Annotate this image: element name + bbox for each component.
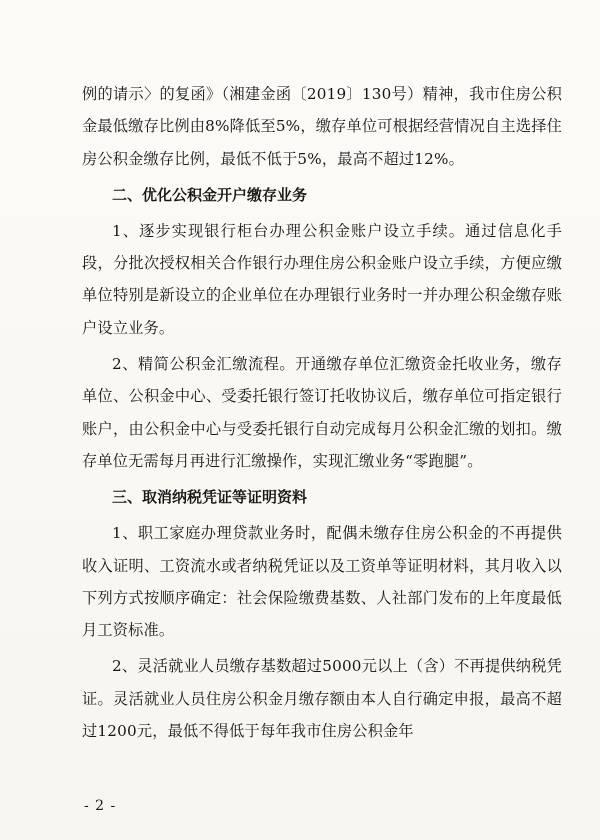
section-heading-3: 三、取消纳税凭证等证明资料 — [112, 488, 308, 507]
paragraph-intro: 例的请示〉的复函》（湘建金函〔2019〕130号）精神，我市住房公积金最低缴存比例由8%降低至5%，缴存单位可根据经营情况自主选择住房公积金缴存比例，最低不低于5%，最高不超过12%。 — [82, 85, 562, 168]
section-heading-2: 二、优化公积金开户缴存业务 — [112, 185, 308, 204]
paragraph-s3-item2: 2、灵活就业人员缴存基数超过5000元以上（含）不再提供纳税凭证。灵活就业人员住房公积金月缴存额由本人自行确定申报，最高不超过1200元，最低不得低于每年我市住房公积金年 — [82, 657, 562, 741]
paragraph-s2-item1: 1、逐步实现银行柜台办理公积金账户设立手续。通过信息化手段，分批次授权相关合作银行办理住房公积金账户设立手续，方便应缴单位特别是新设立的企业单位在办理银行业务时一并办理公积金缴存账户设立业务。 — [82, 221, 562, 337]
paragraph-s2-item2: 2、精简公积金汇缴流程。开通缴存单位汇缴资金托收业务，缴存单位、公积金中心、受委托银行签订托收协议后，缴存单位可指定银行账户，由公积金中心与受委托银行自动完成每月公积金汇缴的划扣。缴存单位无需每月再进行汇缴操作，实现汇缴业务“零跑腿”。 — [82, 355, 562, 470]
page-number: - 2 - — [84, 798, 117, 814]
paragraph-s3-item1: 1、职工家庭办理贷款业务时，配偶未缴存住房公积金的不再提供收入证明、工资流水或者纳税凭证以及工资单等证明材料，其月收入以下列方式按顺序确定：社会保险缴费基数、人社部门发布的上年度最低月工资标准。 — [82, 524, 562, 640]
document-body — [82, 78, 562, 747]
